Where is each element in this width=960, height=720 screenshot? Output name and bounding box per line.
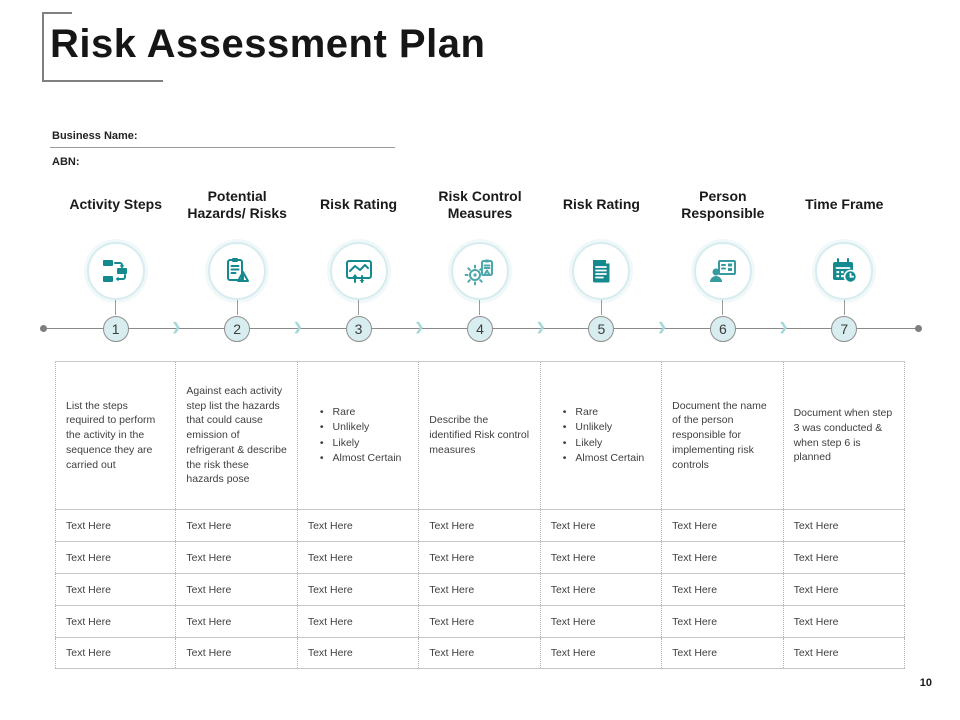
risk-table bbox=[55, 178, 905, 669]
table-cell: Text Here bbox=[176, 574, 297, 605]
table-cell: Text Here bbox=[176, 542, 297, 573]
table-cell: Text Here bbox=[784, 510, 905, 541]
risk-rating-list-1: • Rare • Unlikely • Likely • Almost Certain bbox=[319, 406, 402, 464]
description-row bbox=[55, 361, 905, 509]
table-row bbox=[55, 637, 905, 669]
description-time-frame: Document when step 3 was conducted & when step 6 is planned bbox=[784, 362, 905, 509]
table-cell: Text Here bbox=[784, 606, 905, 637]
page-title: Risk Assessment Plan bbox=[50, 22, 486, 66]
page-number: 10 bbox=[919, 677, 932, 689]
business-name-label: Business Name: bbox=[52, 130, 138, 142]
description-potential-hazards: Against each activity step list the hazards that could cause emission of refrigerant & describe the risk these hazards pose bbox=[176, 362, 297, 509]
table-cell: Text Here bbox=[55, 574, 176, 605]
table-cell: Text Here bbox=[541, 542, 662, 573]
table-cell: Text Here bbox=[298, 510, 419, 541]
table-cell: Text Here bbox=[298, 542, 419, 573]
table-cell: Text Here bbox=[298, 574, 419, 605]
column-headers bbox=[55, 178, 905, 232]
chart-arrows-icon bbox=[330, 242, 388, 300]
abn-label: ABN: bbox=[52, 156, 80, 168]
description-risk-rating-2 bbox=[541, 362, 662, 509]
document-icon bbox=[572, 242, 630, 300]
description-activity-steps: List the steps required to perform the activity in the sequence they are carried out bbox=[55, 362, 176, 509]
table-cell: Text Here bbox=[55, 542, 176, 573]
table-cell: Text Here bbox=[419, 574, 540, 605]
timeline-connector bbox=[115, 300, 116, 315]
column-header-potential-hazards: Potential Hazards/ Risks bbox=[187, 187, 287, 221]
table-row bbox=[55, 573, 905, 605]
chevron-right-icon: ❯ bbox=[293, 321, 303, 334]
step-circle-2: 2 bbox=[224, 316, 250, 342]
step-circle-1: 1 bbox=[103, 316, 129, 342]
chevron-right-icon: ❯ bbox=[657, 321, 667, 334]
description-person-responsible: Document the name of the person responsible for implementing risk controls bbox=[662, 362, 783, 509]
table-cell: Text Here bbox=[55, 638, 176, 668]
description-risk-rating-1 bbox=[298, 362, 419, 509]
calendar-clock-icon bbox=[815, 242, 873, 300]
clipboard-warning-icon bbox=[208, 242, 266, 300]
table-cell: Text Here bbox=[784, 574, 905, 605]
timeline bbox=[55, 315, 905, 343]
table-cell: Text Here bbox=[419, 542, 540, 573]
table-row bbox=[55, 541, 905, 573]
table-cell: Text Here bbox=[298, 638, 419, 668]
table-cell: Text Here bbox=[55, 510, 176, 541]
timeline-connector bbox=[479, 300, 480, 315]
timeline-start-dot bbox=[40, 325, 47, 332]
table-cell: Text Here bbox=[541, 510, 662, 541]
table-cell: Text Here bbox=[176, 606, 297, 637]
table-row bbox=[55, 509, 905, 541]
table-cell: Text Here bbox=[419, 606, 540, 637]
table-cell: Text Here bbox=[298, 606, 419, 637]
table-cell: Text Here bbox=[784, 638, 905, 668]
chevron-right-icon: ❯ bbox=[778, 321, 789, 334]
table-cell: Text Here bbox=[662, 606, 783, 637]
step-circle-3: 3 bbox=[346, 316, 372, 342]
table-cell: Text Here bbox=[662, 638, 783, 668]
table-cell: Text Here bbox=[662, 510, 783, 541]
step-circle-7: 7 bbox=[831, 316, 857, 342]
table-row bbox=[55, 605, 905, 637]
workflow-icon bbox=[87, 242, 145, 300]
timeline-connector bbox=[358, 300, 359, 315]
chevron-right-icon: ❯ bbox=[171, 321, 181, 334]
icon-row bbox=[55, 242, 905, 315]
column-header-risk-control: Risk Control Measures bbox=[438, 187, 522, 221]
business-name-underline bbox=[50, 147, 395, 148]
timeline-end-dot bbox=[915, 325, 922, 332]
column-header-activity-steps: Activity Steps bbox=[69, 196, 162, 213]
timeline-connector bbox=[722, 300, 723, 315]
risk-rating-list-2: • Rare • Unlikely • Likely • Almost Certain bbox=[562, 406, 645, 464]
column-header-person-responsible: Person Responsible bbox=[681, 187, 765, 221]
description-risk-control: Describe the identified Risk control measures bbox=[419, 362, 540, 509]
table-cell: Text Here bbox=[176, 638, 297, 668]
column-header-time-frame: Time Frame bbox=[805, 196, 884, 213]
step-circle-4: 4 bbox=[467, 316, 493, 342]
table-cell: Text Here bbox=[662, 542, 783, 573]
table-cell: Text Here bbox=[541, 606, 662, 637]
table-cell: Text Here bbox=[419, 510, 540, 541]
data-rows bbox=[55, 509, 905, 669]
table-cell: Text Here bbox=[419, 638, 540, 668]
table-cell: Text Here bbox=[55, 606, 176, 637]
table-cell: Text Here bbox=[176, 510, 297, 541]
table-cell: Text Here bbox=[784, 542, 905, 573]
person-orgchart-icon bbox=[694, 242, 752, 300]
step-circle-5: 5 bbox=[588, 316, 614, 342]
chevron-right-icon: ❯ bbox=[536, 321, 546, 334]
table-cell: Text Here bbox=[662, 574, 783, 605]
table-cell: Text Here bbox=[541, 638, 662, 668]
chevron-right-icon: ❯ bbox=[414, 321, 424, 334]
timeline-connector bbox=[844, 300, 845, 315]
gear-clipboard-icon bbox=[451, 242, 509, 300]
table-cell: Text Here bbox=[541, 574, 662, 605]
column-header-risk-rating-1: Risk Rating bbox=[320, 196, 398, 213]
title-bracket-top bbox=[42, 12, 72, 14]
column-header-risk-rating-2: Risk Rating bbox=[562, 196, 640, 213]
timeline-connector bbox=[237, 300, 238, 315]
step-circle-6: 6 bbox=[710, 316, 736, 342]
timeline-connector bbox=[601, 300, 602, 315]
